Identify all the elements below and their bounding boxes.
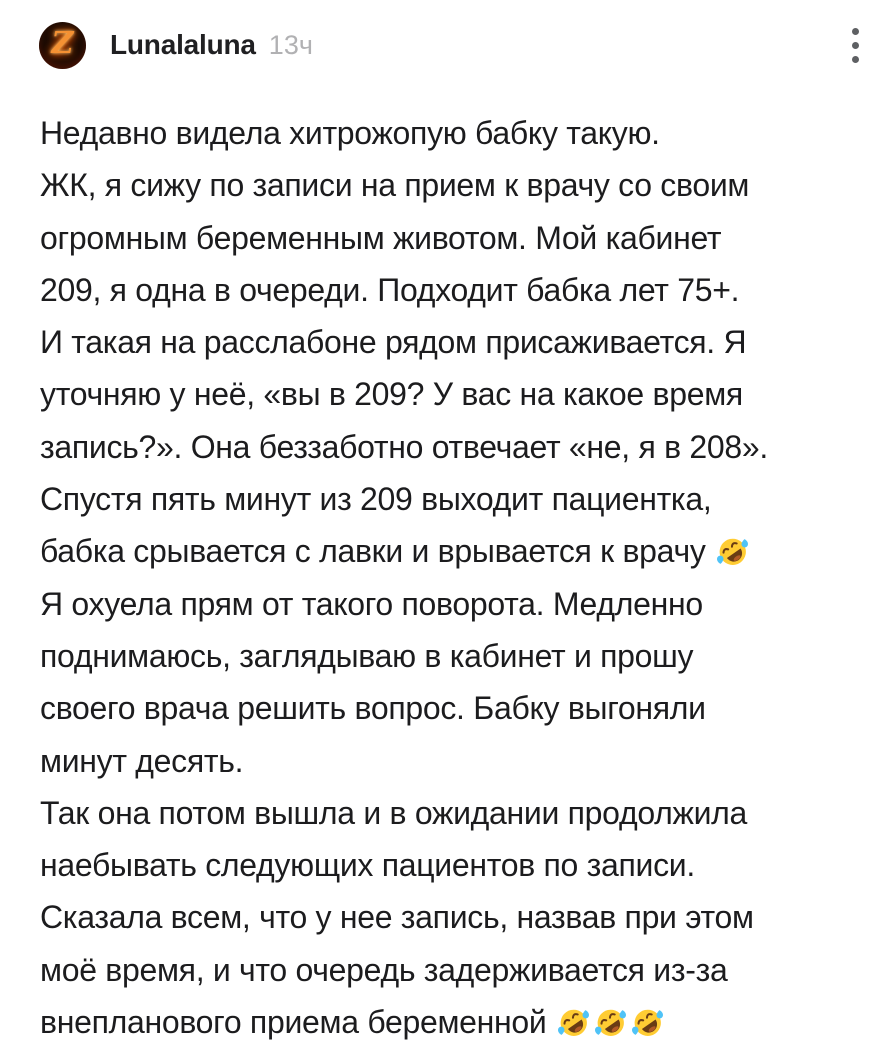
post-text-line: своего врача решить вопрос. Бабку выгоняли (40, 690, 706, 727)
post-body (40, 107, 869, 1048)
post-text-line: бабка срывается с лавки и врывается к врачу (40, 525, 869, 577)
rofl-emoji (715, 534, 750, 569)
rofl-emoji (556, 1005, 591, 1040)
post-text-line: уточняю у неё, «вы в 209? У вас на какое время (40, 376, 743, 413)
post-text-line: внепланового приема беременной (40, 996, 869, 1048)
post-text-line: Недавно видела хитрожопую бабку такую. (40, 115, 660, 151)
post-header (39, 21, 867, 69)
avatar[interactable] (39, 22, 86, 69)
post-text-line: огромным беременным животом. Мой кабинет (40, 219, 722, 256)
username[interactable]: Lunalaluna (110, 29, 256, 60)
post-text-line: поднимаюсь, заглядываю в кабинет и прошу (40, 637, 694, 674)
post-text-line: минут десять. (40, 742, 244, 779)
post-text-line: запись?». Она беззаботно отвечает «не, я в 208». (40, 428, 768, 465)
post-text-line: моё время, и что очередь задерживается из-за (40, 951, 728, 988)
rofl-emoji (593, 1005, 628, 1040)
timestamp: 13ч (268, 29, 313, 60)
post-text-line: Так она потом вышла и в ожидании продолжила (40, 794, 748, 831)
post-text-line: наебывать следующих пациентов по записи. (40, 847, 695, 884)
kebab-menu-icon (852, 28, 859, 35)
post-text-line: Спустя пять минут из 209 выходит пациентка, (40, 481, 712, 518)
kebab-menu-button[interactable] (844, 22, 867, 69)
post-text-line: Я охуела прям от такого поворота. Медленно (40, 585, 703, 622)
post-text-line: И такая на расслабоне рядом присаживается. Я (40, 324, 747, 361)
avatar-flaming-z: Z (51, 26, 74, 61)
kebab-menu-icon (852, 42, 859, 49)
kebab-menu-icon (852, 56, 859, 63)
post-text-line: Сказала всем, что у нее запись, назвав при этом (40, 899, 754, 936)
rofl-emoji (630, 1005, 665, 1040)
post-text-line: ЖК, я сижу по записи на прием к врачу со своим (40, 167, 750, 204)
post-text-line: 209, я одна в очереди. Подходит бабка лет 75+. (40, 271, 740, 308)
